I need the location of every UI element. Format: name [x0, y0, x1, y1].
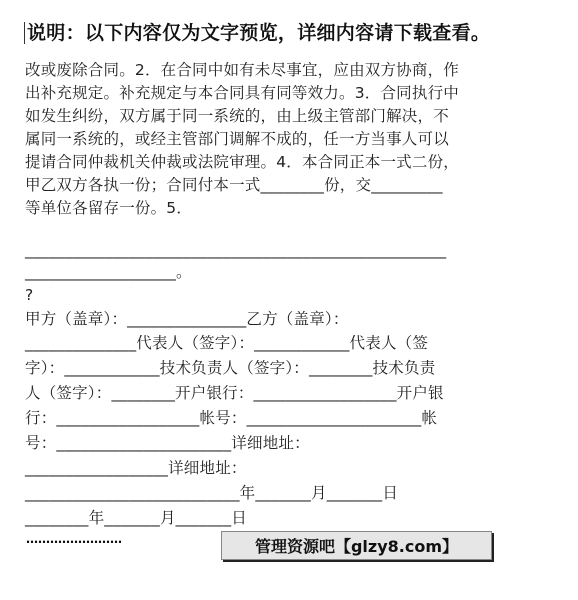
body-line: 如发生纠纷，双方属于同一系统的，由上级主管部门解决，不 [25, 107, 449, 125]
body-line: 字）：____________技术负责人（签字）：________技术负责 [25, 359, 436, 377]
body-line: 属同一系统的，或经主管部门调解不成的，任一方当事人可以 [25, 130, 449, 148]
preview-notice: 说明：以下内容仅为文字预览，详细内容请下载查看。 [27, 22, 491, 44]
body-line: 等单位各留存一份。5． [25, 199, 193, 217]
body-line: _____________________________________________________ [25, 241, 447, 259]
body-line: 提请合同仲裁机关仲裁或法院审理。4．本合同正本一式二份， [25, 153, 459, 171]
body-line: 人（签字）：________开户银行：__________________开户银 [25, 384, 444, 402]
ellipsis-dots: …………………… [26, 532, 122, 546]
text-cursor [24, 22, 25, 44]
body-line: 号：______________________详细地址： [25, 434, 310, 452]
body-line: ___________________________年_______月_______日 [25, 484, 399, 502]
body-line: 甲方（盖章）：_______________乙方（盖章）： [25, 310, 349, 328]
site-badge: 管理资源吧【glzy8.com】 [221, 531, 492, 560]
body-line: ________年_______月_______日 [25, 509, 248, 527]
body-line: __________________详细地址： [25, 459, 247, 477]
body-line: 出补充规定。补充规定与本合同具有同等效力。3．合同执行中 [25, 84, 459, 102]
body-line: 行：__________________帐号：______________________帐 [25, 409, 438, 427]
body-line: ? [25, 286, 34, 304]
body-line: 甲乙双方各执一份；合同付本一式________份，交_________ [25, 176, 443, 194]
body-line: ___________________。 [25, 263, 192, 281]
body-line: 改或废除合同。2．在合同中如有未尽事宜，应由双方协商，作 [25, 61, 459, 79]
body-line: ______________代表人（签字）：____________代表人（签 [25, 334, 429, 352]
